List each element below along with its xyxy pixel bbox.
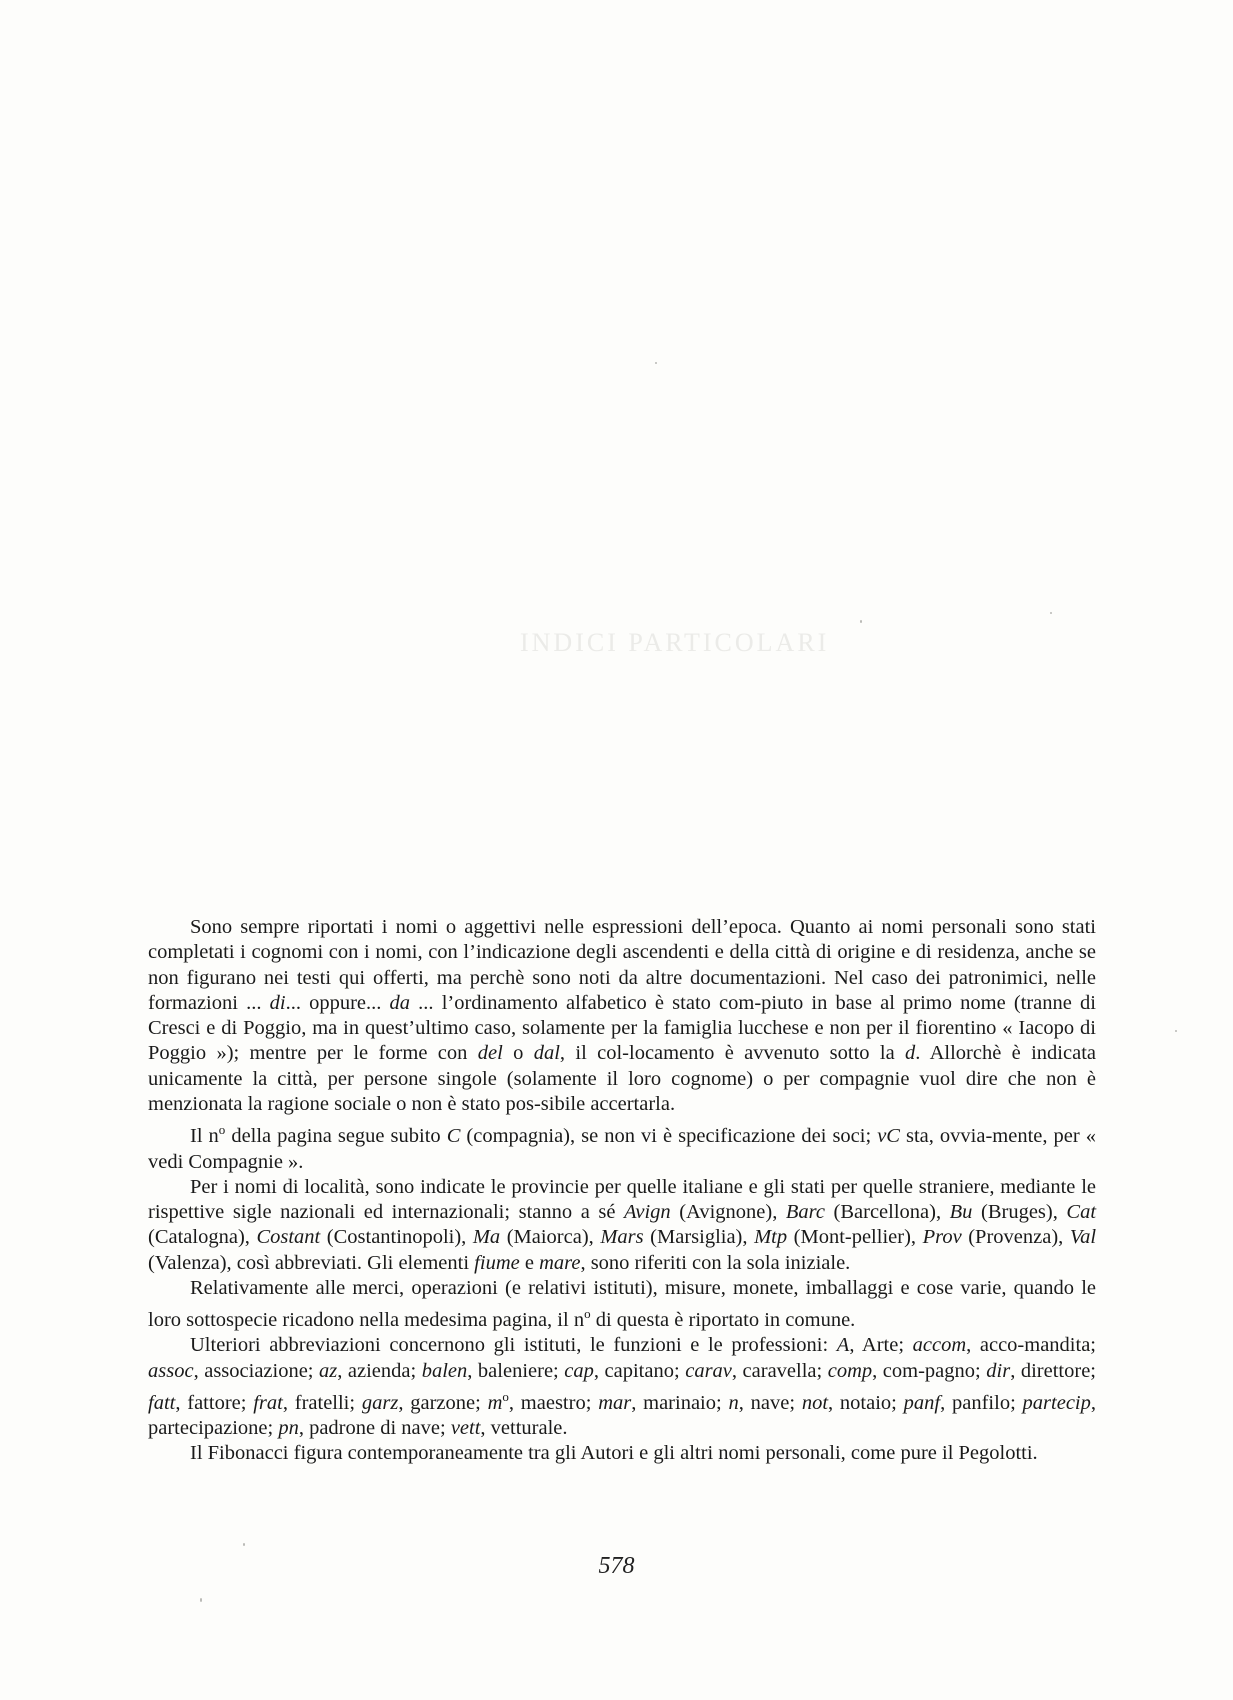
text-run: e [519, 1251, 540, 1274]
text-run: , nave; [738, 1391, 802, 1414]
text-run: (Costantinopoli), [320, 1226, 473, 1249]
italic-term: az [319, 1359, 338, 1382]
paragraph [148, 1117, 1096, 1174]
text-run: (Bruges), [972, 1201, 1067, 1224]
text-run: della pagina segue subito [225, 1125, 447, 1148]
text-run: , il col-locamento è avvenuto sotto la [559, 1042, 906, 1065]
text-run: , com-pagno; [872, 1359, 987, 1382]
italic-term: da [389, 991, 411, 1014]
italic-term: fatt [148, 1391, 176, 1414]
paragraph [148, 1175, 1096, 1276]
italic-term: Avign [623, 1201, 671, 1224]
text-run: o [502, 1042, 534, 1065]
italic-term: comp [827, 1359, 873, 1382]
italic-term: pn [278, 1417, 299, 1440]
page-number: 578 [598, 1553, 635, 1579]
text-run: Il n [190, 1125, 219, 1148]
paragraph [148, 1441, 1096, 1466]
italic-term: partecip [1022, 1391, 1091, 1414]
italic-term: m [487, 1391, 503, 1414]
text-run: , panfilo; [940, 1391, 1023, 1414]
italic-term: dal [533, 1042, 560, 1065]
italic-term: Costant [256, 1226, 321, 1249]
text-run: , fratelli; [282, 1391, 362, 1414]
italic-term: Prov [922, 1226, 962, 1249]
italic-term: not [801, 1391, 829, 1414]
italic-term: A [836, 1334, 850, 1357]
text-run: , associazione; [193, 1359, 320, 1382]
text-run: Sono sempre riportati i nomi o aggettivi nelle espressioni dell’epoca. Quanto ai nomi personali sono stati completati i cognomi con i nomi, con l’indicazione degli ascendenti e della città di origine e di residenza, anche se non figurano nei testi qui offerti, ma perchè sono noti da altre documentazioni. Nel caso dei patronimici, nelle formazioni ... [148, 916, 1096, 1014]
italic-term: mare [539, 1251, 581, 1274]
text-run: , acco-mandita; [966, 1334, 1096, 1357]
text-run: , notaio; [828, 1391, 904, 1414]
italic-term: n [728, 1391, 739, 1414]
text-run: Relativamente alle merci, operazioni (e relativi istituti), misure, monete, imballaggi e cose varie, quando le loro sottospecie ricadono nella medesima pagina, il n [148, 1276, 1096, 1332]
italic-term: carav [685, 1359, 732, 1382]
italic-term: fiume [474, 1251, 520, 1274]
paragraph [148, 915, 1096, 1117]
italic-term: Val [1069, 1226, 1097, 1249]
italic-term: accom [912, 1334, 967, 1357]
italic-term: d [905, 1042, 916, 1065]
text-run: (Maiorca), [500, 1226, 601, 1249]
text-run: , caravella; [731, 1359, 828, 1382]
paper-speck [655, 362, 657, 364]
text-run: di questa è riportato in comune. [590, 1309, 856, 1332]
paper-speck [1050, 612, 1052, 614]
faded-show-through-heading: INDICI PARTICOLARI [520, 628, 830, 657]
paper-speck [200, 1598, 202, 1602]
text-run: . Allorchè è indicata unicamente la città, per persone singole (solamente il loro cognome) o per compagnie vuol dire che non è menzionata la ragione sociale o non è stato pos-sibile accertarla. [148, 1042, 1096, 1116]
italic-term: frat [253, 1391, 283, 1414]
superscript: o [584, 1306, 591, 1322]
italic-term: dir [986, 1359, 1011, 1382]
text-run: , marinaio; [631, 1391, 729, 1414]
italic-term: vC [877, 1125, 900, 1148]
paper-speck [243, 1543, 245, 1546]
text-run: (Valenza), così abbreviati. Gli elementi [148, 1251, 475, 1274]
text-run: (Catalogna), [148, 1226, 257, 1249]
paragraph [148, 1333, 1096, 1441]
text-run: , capitano; [593, 1359, 686, 1382]
italic-term: garz [361, 1391, 399, 1414]
italic-term: del [477, 1042, 503, 1065]
text-run: (Provenza), [961, 1226, 1070, 1249]
text-run: (Avignone), [670, 1201, 786, 1224]
text-run: Il Fibonacci figura contemporaneamente tra gli Autori e gli altri nomi personali, come pure il Pegolotti. [190, 1442, 1038, 1465]
paper-speck [1175, 1030, 1177, 1032]
italic-term: Barc [785, 1201, 825, 1224]
text-run: , azienda; [337, 1359, 422, 1382]
text-run: ... oppure... [285, 991, 390, 1014]
superscript: o [502, 1389, 509, 1404]
italic-term: Mars [600, 1226, 644, 1249]
paragraph [148, 1276, 1096, 1333]
body-text [148, 915, 1096, 1467]
paper-speck [860, 620, 862, 623]
text-run: Per i nomi di località, sono indicate le provincie per quelle italiane e gli stati per quelle straniere, mediante le rispettive sigle nazionali ed internazionali; stanno a sé [148, 1175, 1096, 1224]
italic-term: Bu [949, 1201, 973, 1224]
italic-term: C [446, 1125, 461, 1148]
italic-term: panf [903, 1391, 941, 1414]
text-run: , direttore; [1010, 1359, 1096, 1382]
text-run: , partecipazione; [148, 1391, 1096, 1440]
text-run: , Arte; [849, 1334, 913, 1357]
text-run: (Barcellona), [824, 1201, 950, 1224]
superscript: o [218, 1122, 226, 1138]
text-run: Ulteriori abbreviazioni concernono gli istituti, le funzioni e le professioni: [190, 1334, 837, 1357]
text-run: (compagnia), se non vi è specificazione dei soci; [460, 1125, 878, 1148]
text-run: , maestro; [508, 1391, 599, 1414]
italic-term: cap [564, 1359, 594, 1382]
italic-term: Ma [472, 1226, 501, 1249]
italic-term: assoc [148, 1359, 194, 1382]
italic-term: balen [421, 1359, 468, 1382]
text-run: , fattore; [175, 1391, 254, 1414]
text-run: , sono riferiti con la sola iniziale. [580, 1251, 851, 1274]
text-run: sta, ovvia-mente, per « vedi Compagnie ». [148, 1125, 1096, 1173]
italic-term: mar [598, 1391, 632, 1414]
text-run: , garzone; [398, 1391, 488, 1414]
text-run: (Marsiglia), [643, 1226, 755, 1249]
text-run: , baleniere; [467, 1359, 565, 1382]
text-run: , padrone di nave; [298, 1417, 451, 1440]
italic-term: di [269, 991, 286, 1014]
text-run: ... l’ordinamento alfabetico è stato com-piuto in base al primo nome (tranne di Cresci e di Poggio, ma in quest’ultimo caso, solamente per la famiglia lucchese e non per il fiorentino « Iacopo di Poggio »); mentre per le forme con [148, 991, 1096, 1065]
text-run: (Mont-pellier), [787, 1226, 923, 1249]
text-run: , vetturale. [480, 1417, 568, 1440]
italic-term: Cat [1066, 1201, 1097, 1224]
italic-term: Mtp [754, 1226, 788, 1249]
italic-term: vett [450, 1417, 481, 1440]
